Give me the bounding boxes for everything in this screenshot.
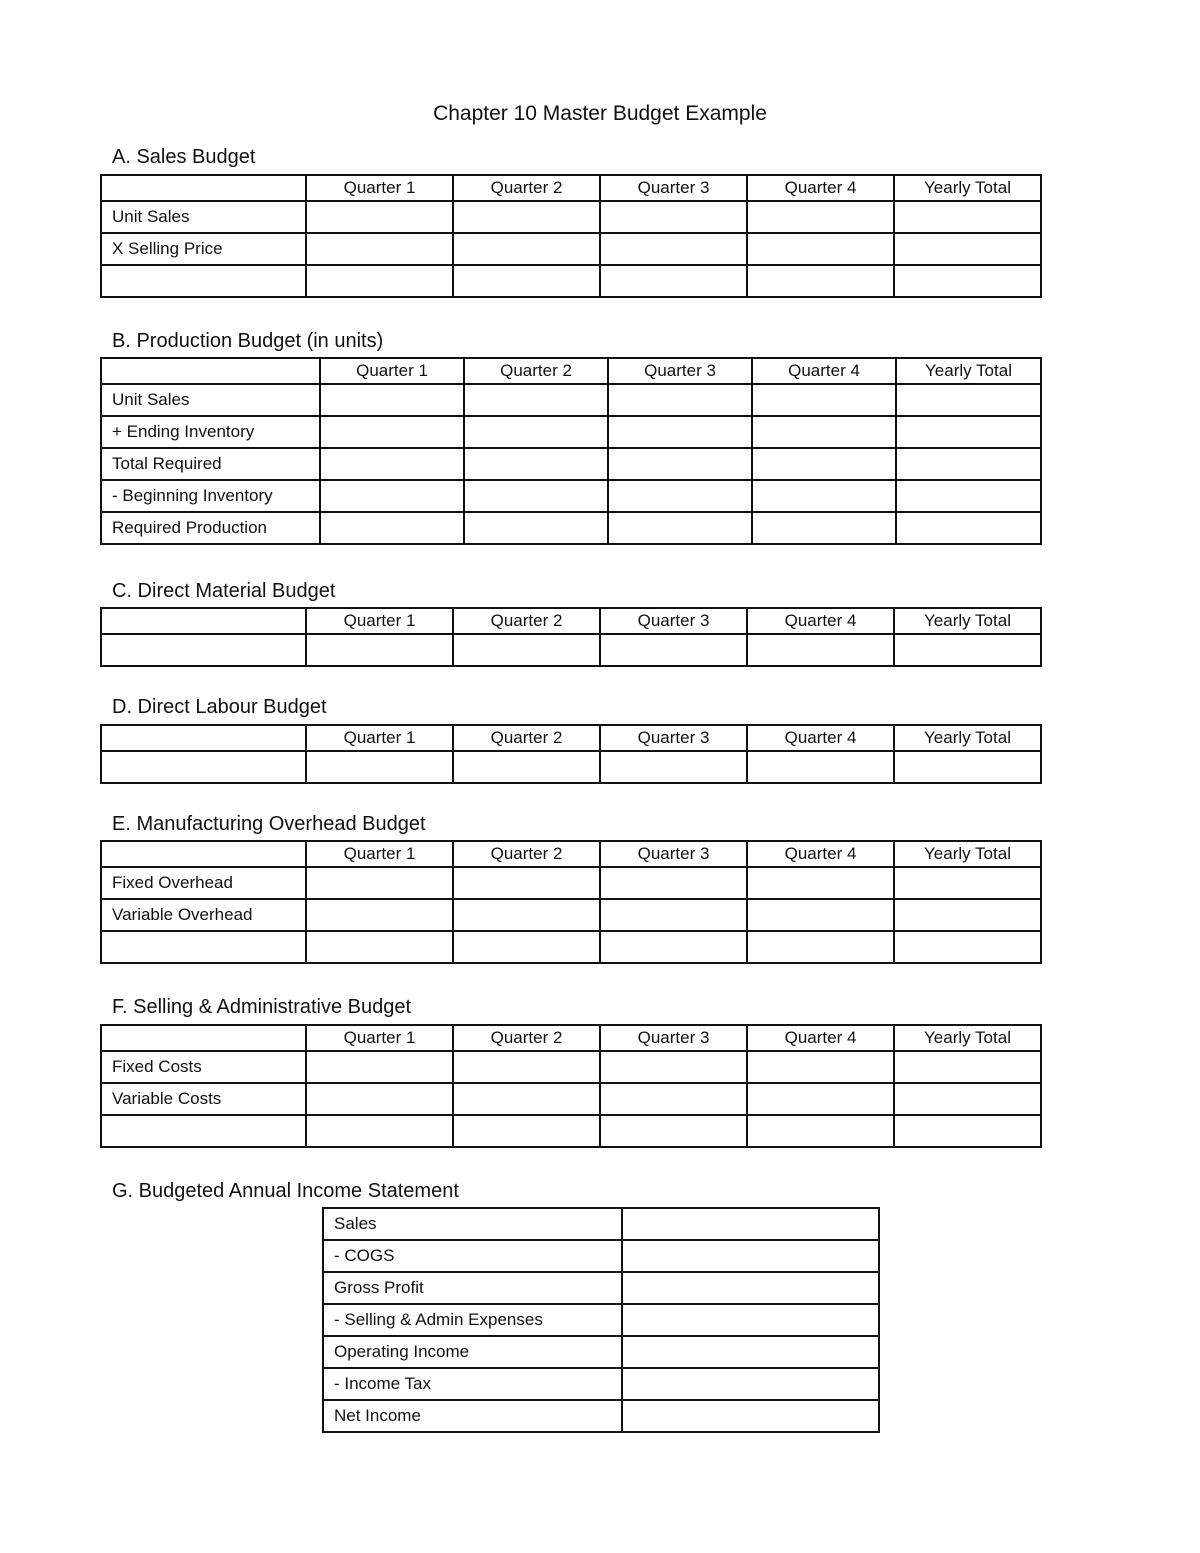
input-cell[interactable] bbox=[622, 1304, 879, 1336]
input-cell[interactable] bbox=[306, 867, 453, 899]
input-cell[interactable] bbox=[894, 1115, 1041, 1147]
input-cell[interactable] bbox=[747, 899, 894, 931]
column-header: Quarter 2 bbox=[453, 841, 600, 867]
input-cell[interactable] bbox=[608, 384, 752, 416]
column-header: Yearly Total bbox=[896, 358, 1041, 384]
input-cell[interactable] bbox=[453, 751, 600, 783]
column-header: Yearly Total bbox=[894, 175, 1041, 201]
input-cell[interactable] bbox=[747, 751, 894, 783]
row-label: Unit Sales bbox=[101, 384, 320, 416]
input-cell[interactable] bbox=[600, 867, 747, 899]
row-label: Variable Overhead bbox=[101, 899, 306, 931]
input-cell[interactable] bbox=[320, 384, 464, 416]
row-label: Fixed Costs bbox=[101, 1051, 306, 1083]
input-cell[interactable] bbox=[622, 1208, 879, 1240]
selling-admin-budget-table bbox=[100, 1024, 1042, 1148]
table-row bbox=[323, 1208, 879, 1240]
header-cell-blank bbox=[101, 1025, 306, 1051]
section-title-income-statement: G. Budgeted Annual Income Statement bbox=[112, 1180, 459, 1202]
table-header-row bbox=[101, 725, 1041, 751]
input-cell[interactable] bbox=[752, 448, 896, 480]
row-label: Unit Sales bbox=[101, 201, 306, 233]
input-cell[interactable] bbox=[464, 384, 608, 416]
table-row bbox=[101, 384, 1041, 416]
input-cell[interactable] bbox=[752, 384, 896, 416]
table-row bbox=[323, 1240, 879, 1272]
table-row bbox=[323, 1400, 879, 1432]
row-label: Sales bbox=[323, 1208, 622, 1240]
input-cell[interactable] bbox=[306, 751, 453, 783]
sales-budget-table bbox=[100, 174, 1042, 298]
input-cell[interactable] bbox=[600, 634, 747, 666]
row-label: - Beginning Inventory bbox=[101, 480, 320, 512]
input-cell[interactable] bbox=[747, 1115, 894, 1147]
column-header: Quarter 2 bbox=[453, 725, 600, 751]
row-label: Operating Income bbox=[323, 1336, 622, 1368]
table-header-row bbox=[101, 841, 1041, 867]
row-label: Net Income bbox=[323, 1400, 622, 1432]
row-label: Required Production bbox=[101, 512, 320, 544]
input-cell[interactable] bbox=[464, 480, 608, 512]
column-header: Quarter 3 bbox=[600, 175, 747, 201]
input-cell[interactable] bbox=[894, 634, 1041, 666]
input-cell[interactable] bbox=[306, 931, 453, 963]
row-label: Gross Profit bbox=[323, 1272, 622, 1304]
input-cell[interactable] bbox=[306, 899, 453, 931]
table-header-row bbox=[101, 608, 1041, 634]
column-header: Quarter 3 bbox=[608, 358, 752, 384]
table-row bbox=[101, 899, 1041, 931]
input-cell[interactable] bbox=[894, 931, 1041, 963]
header-cell-blank bbox=[101, 608, 306, 634]
section-title-manufacturing-overhead: E. Manufacturing Overhead Budget bbox=[112, 813, 426, 835]
table-row bbox=[323, 1336, 879, 1368]
input-cell[interactable] bbox=[600, 1083, 747, 1115]
input-cell[interactable] bbox=[747, 931, 894, 963]
production-budget-table bbox=[100, 357, 1042, 545]
input-cell[interactable] bbox=[600, 751, 747, 783]
input-cell[interactable] bbox=[600, 265, 747, 297]
input-cell[interactable] bbox=[747, 867, 894, 899]
table-row bbox=[101, 512, 1041, 544]
input-cell[interactable] bbox=[896, 480, 1041, 512]
input-cell[interactable] bbox=[747, 1083, 894, 1115]
section-title-direct-labour: D. Direct Labour Budget bbox=[112, 696, 327, 718]
column-header: Yearly Total bbox=[894, 608, 1041, 634]
input-cell[interactable] bbox=[600, 899, 747, 931]
input-cell[interactable] bbox=[896, 384, 1041, 416]
column-header: Quarter 4 bbox=[747, 608, 894, 634]
column-header: Quarter 2 bbox=[453, 608, 600, 634]
table-header-row bbox=[101, 1025, 1041, 1051]
input-cell[interactable] bbox=[894, 233, 1041, 265]
row-label: + Ending Inventory bbox=[101, 416, 320, 448]
input-cell[interactable] bbox=[453, 867, 600, 899]
section-title-selling-admin: F. Selling & Administrative Budget bbox=[112, 996, 412, 1018]
direct-material-budget-table bbox=[100, 607, 1042, 667]
table-row bbox=[101, 1051, 1041, 1083]
row-label bbox=[101, 931, 306, 963]
column-header: Quarter 3 bbox=[600, 608, 747, 634]
input-cell[interactable] bbox=[608, 480, 752, 512]
table-row bbox=[323, 1304, 879, 1336]
row-label: - Income Tax bbox=[323, 1368, 622, 1400]
column-header: Quarter 1 bbox=[306, 841, 453, 867]
table-row bbox=[101, 931, 1041, 963]
table-row bbox=[101, 634, 1041, 666]
input-cell[interactable] bbox=[453, 265, 600, 297]
input-cell[interactable] bbox=[894, 899, 1041, 931]
input-cell[interactable] bbox=[306, 1115, 453, 1147]
input-cell[interactable] bbox=[622, 1240, 879, 1272]
column-header: Quarter 4 bbox=[747, 841, 894, 867]
row-label: - COGS bbox=[323, 1240, 622, 1272]
input-cell[interactable] bbox=[320, 448, 464, 480]
input-cell[interactable] bbox=[752, 480, 896, 512]
input-cell[interactable] bbox=[453, 634, 600, 666]
table-header-row bbox=[101, 358, 1041, 384]
input-cell[interactable] bbox=[464, 448, 608, 480]
input-cell[interactable] bbox=[894, 201, 1041, 233]
input-cell[interactable] bbox=[896, 512, 1041, 544]
column-header: Quarter 3 bbox=[600, 1025, 747, 1051]
column-header: Quarter 4 bbox=[747, 175, 894, 201]
input-cell[interactable] bbox=[306, 265, 453, 297]
manufacturing-overhead-budget-table bbox=[100, 840, 1042, 964]
header-cell-blank bbox=[101, 175, 306, 201]
input-cell[interactable] bbox=[622, 1400, 879, 1432]
input-cell[interactable] bbox=[306, 201, 453, 233]
input-cell[interactable] bbox=[600, 1051, 747, 1083]
input-cell[interactable] bbox=[747, 233, 894, 265]
section-title-sales: A. Sales Budget bbox=[112, 146, 256, 168]
column-header: Yearly Total bbox=[894, 841, 1041, 867]
input-cell[interactable] bbox=[896, 416, 1041, 448]
table-row bbox=[101, 1115, 1041, 1147]
input-cell[interactable] bbox=[747, 634, 894, 666]
input-cell[interactable] bbox=[608, 416, 752, 448]
input-cell[interactable] bbox=[453, 201, 600, 233]
input-cell[interactable] bbox=[600, 1115, 747, 1147]
input-cell[interactable] bbox=[608, 512, 752, 544]
input-cell[interactable] bbox=[306, 1083, 453, 1115]
column-header: Quarter 2 bbox=[453, 1025, 600, 1051]
input-cell[interactable] bbox=[752, 512, 896, 544]
table-row bbox=[101, 1083, 1041, 1115]
table-row bbox=[101, 265, 1041, 297]
row-label: Total Required bbox=[101, 448, 320, 480]
header-cell-blank bbox=[101, 841, 306, 867]
input-cell[interactable] bbox=[747, 265, 894, 297]
row-label bbox=[101, 634, 306, 666]
input-cell[interactable] bbox=[464, 416, 608, 448]
table-row bbox=[323, 1272, 879, 1304]
input-cell[interactable] bbox=[306, 1051, 453, 1083]
table-header-row bbox=[101, 175, 1041, 201]
column-header: Quarter 2 bbox=[453, 175, 600, 201]
input-cell[interactable] bbox=[320, 512, 464, 544]
row-label: X Selling Price bbox=[101, 233, 306, 265]
input-cell[interactable] bbox=[453, 1083, 600, 1115]
row-label: Variable Costs bbox=[101, 1083, 306, 1115]
input-cell[interactable] bbox=[453, 1051, 600, 1083]
column-header: Quarter 4 bbox=[747, 725, 894, 751]
direct-labour-budget-table bbox=[100, 724, 1042, 784]
section-title-production: B. Production Budget (in units) bbox=[112, 330, 384, 352]
table-row bbox=[101, 448, 1041, 480]
input-cell[interactable] bbox=[600, 201, 747, 233]
input-cell[interactable] bbox=[464, 512, 608, 544]
table-row bbox=[101, 201, 1041, 233]
row-label bbox=[101, 265, 306, 297]
column-header: Quarter 3 bbox=[600, 841, 747, 867]
header-cell-blank bbox=[101, 358, 320, 384]
input-cell[interactable] bbox=[747, 1051, 894, 1083]
input-cell[interactable] bbox=[752, 416, 896, 448]
row-label bbox=[101, 751, 306, 783]
column-header: Quarter 1 bbox=[306, 608, 453, 634]
column-header: Quarter 3 bbox=[600, 725, 747, 751]
input-cell[interactable] bbox=[894, 1051, 1041, 1083]
input-cell[interactable] bbox=[600, 931, 747, 963]
table-row bbox=[101, 416, 1041, 448]
section-title-direct-material: C. Direct Material Budget bbox=[112, 580, 336, 602]
column-header: Yearly Total bbox=[894, 725, 1041, 751]
column-header: Quarter 2 bbox=[464, 358, 608, 384]
row-label: Fixed Overhead bbox=[101, 867, 306, 899]
input-cell[interactable] bbox=[622, 1272, 879, 1304]
column-header: Quarter 4 bbox=[752, 358, 896, 384]
header-cell-blank bbox=[101, 725, 306, 751]
table-row bbox=[101, 233, 1041, 265]
column-header: Quarter 1 bbox=[320, 358, 464, 384]
input-cell[interactable] bbox=[320, 416, 464, 448]
column-header: Quarter 1 bbox=[306, 175, 453, 201]
income-statement-table bbox=[322, 1207, 880, 1433]
input-cell[interactable] bbox=[453, 899, 600, 931]
input-cell[interactable] bbox=[622, 1368, 879, 1400]
row-label: - Selling & Admin Expenses bbox=[323, 1304, 622, 1336]
column-header: Yearly Total bbox=[894, 1025, 1041, 1051]
input-cell[interactable] bbox=[747, 201, 894, 233]
table-row bbox=[101, 480, 1041, 512]
input-cell[interactable] bbox=[894, 867, 1041, 899]
input-cell[interactable] bbox=[894, 265, 1041, 297]
input-cell[interactable] bbox=[894, 1083, 1041, 1115]
input-cell[interactable] bbox=[896, 448, 1041, 480]
table-row bbox=[101, 867, 1041, 899]
input-cell[interactable] bbox=[453, 233, 600, 265]
input-cell[interactable] bbox=[453, 1115, 600, 1147]
row-label bbox=[101, 1115, 306, 1147]
input-cell[interactable] bbox=[600, 233, 747, 265]
input-cell[interactable] bbox=[306, 233, 453, 265]
column-header: Quarter 1 bbox=[306, 1025, 453, 1051]
column-header: Quarter 1 bbox=[306, 725, 453, 751]
input-cell[interactable] bbox=[306, 634, 453, 666]
input-cell[interactable] bbox=[608, 448, 752, 480]
table-row bbox=[101, 751, 1041, 783]
input-cell[interactable] bbox=[453, 931, 600, 963]
input-cell[interactable] bbox=[320, 480, 464, 512]
column-header: Quarter 4 bbox=[747, 1025, 894, 1051]
input-cell[interactable] bbox=[622, 1336, 879, 1368]
table-row bbox=[323, 1368, 879, 1400]
page-title: Chapter 10 Master Budget Example bbox=[433, 102, 767, 125]
input-cell[interactable] bbox=[894, 751, 1041, 783]
